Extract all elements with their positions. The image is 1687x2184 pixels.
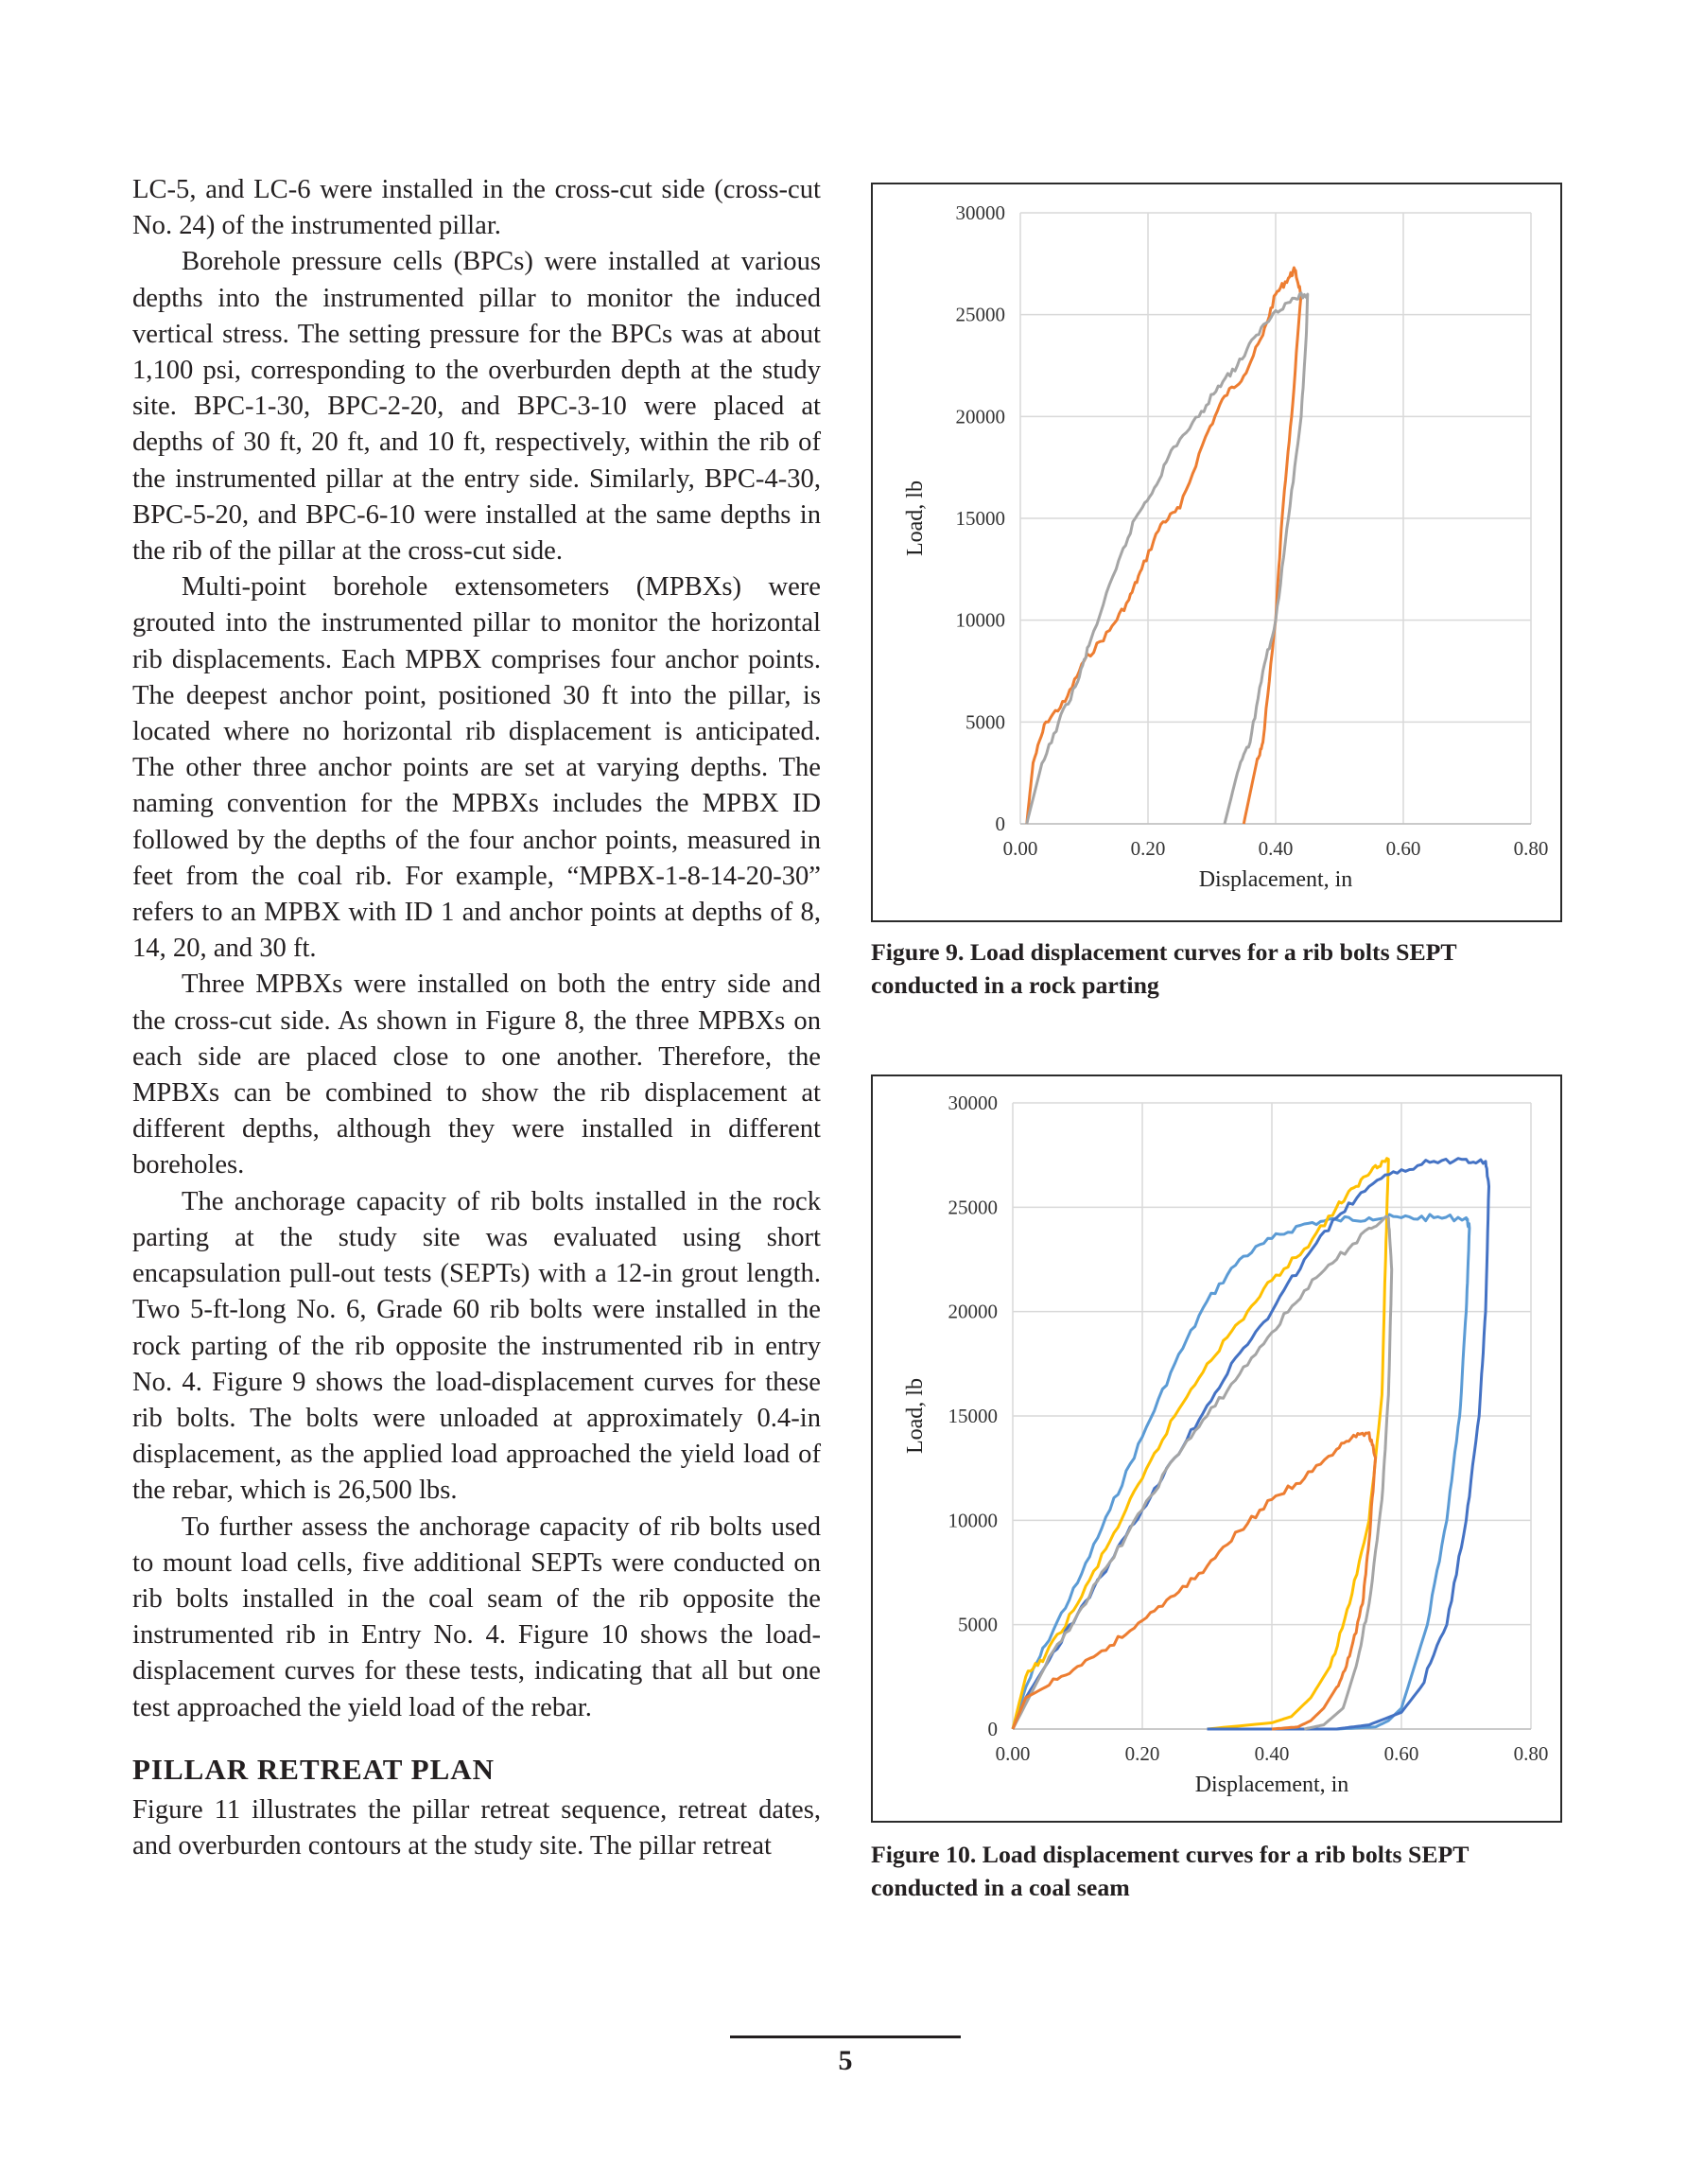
paragraph: Figure 11 illustrates the pillar retreat sequence, retreat dates, and overburden contours at the study site. The pillar retreat <box>132 1794 821 1861</box>
series-line <box>1027 293 1308 824</box>
figure-10-plot <box>873 1076 1560 1821</box>
body-text-column <box>132 172 821 1864</box>
y-axis-label: Load, lb <box>903 1378 928 1454</box>
y-tick-label: 5000 <box>958 1613 998 1636</box>
x-tick-label: 0.00 <box>995 1742 1031 1765</box>
series-line <box>1013 1159 1388 1729</box>
y-tick-label: 25000 <box>955 303 1005 326</box>
figure-9-caption: Figure 9. Load displacement curves for a rib bolts SEPT conducted in a rock parting <box>871 938 1457 999</box>
x-tick-label: 0.00 <box>1002 837 1038 860</box>
x-tick-label: 0.80 <box>1513 837 1549 860</box>
x-tick-label: 0.40 <box>1254 1742 1290 1765</box>
x-tick-label: 0.80 <box>1513 1742 1549 1765</box>
y-tick-label: 30000 <box>955 201 1005 224</box>
series-line <box>1013 1159 1489 1729</box>
paragraph: The anchorage capacity of rib bolts installed in the rock parting at the study site was evaluated using short encapsulation pull-out tests (SEPTs) with a 12-in grout length. Two 5-ft-long No. 6, Grade 60 rib bolts were installed in the rock parting of the rib opposite the instrumented rib in entry No. 4. Figure 9 shows the load-displacement curves for these rib bolts. The bolts were unloaded at approximately 0.4-in displacement, as the applied load approached the yield load of the rebar, which is 26,500 lbs. <box>132 1186 821 1506</box>
x-axis-label: Displacement, in <box>1194 1773 1349 1797</box>
y-tick-label: 0 <box>987 1718 998 1740</box>
x-axis-label: Displacement, in <box>1198 867 1353 892</box>
figure-9-plot <box>873 184 1560 920</box>
y-tick-label: 10000 <box>955 608 1005 632</box>
section-heading: PILLAR RETREAT PLAN <box>132 1752 496 1786</box>
figure-10-chart <box>871 1075 1562 1823</box>
y-tick-label: 25000 <box>948 1196 998 1219</box>
figure-9-chart <box>871 183 1562 922</box>
paragraph: To further assess the anchorage capacity of rib bolts used to mount load cells, five additional SEPTs were conducted on rib bolts installed in the coal seam of the rib opposite the instrumented rib in Entry No. 4. Figure 10 shows the load-displacement curves for these tests, indicating that all but one test approached the yield load of the rebar. <box>132 1511 821 1722</box>
series-line <box>1013 1433 1376 1729</box>
figure-10-caption: Figure 10. Load displacement curves for a rib bolts SEPT conducted in a coal seam <box>871 1841 1470 1901</box>
y-axis-label: Load, lb <box>903 480 928 556</box>
x-tick-label: 0.20 <box>1124 1742 1160 1765</box>
paragraph: Borehole pressure cells (BPCs) were installed at various depths into the instrumented pillar to monitor the induced vertical stress. The setting pressure for the BPCs was at about 1,100 psi, corresponding to the overburden depth at the study site. BPC-1-30, BPC-2-20, and BPC-3-10 were placed at depths of 30 ft, 20 ft, and 10 ft, respectively, within the rib of the instrumented pillar at the entry side. Similarly, BPC-4-30, BPC-5-20, and BPC-6-10 were installed at the same depths in the rib of the pillar at the cross-cut side. <box>132 247 821 567</box>
paragraph: Three MPBXs were installed on both the entry side and the cross-cut side. As shown in Figure 8, the three MPBXs on each side are placed close to one another. Therefore, the MPBXs can be combined to show the rib displacement at different depths, although they were installed in different boreholes. <box>132 970 821 1180</box>
y-tick-label: 10000 <box>948 1509 998 1532</box>
page-number: 5 <box>838 2045 853 2076</box>
x-tick-label: 0.60 <box>1385 837 1421 860</box>
y-tick-label: 15000 <box>955 507 1005 530</box>
y-tick-label: 0 <box>995 812 1005 835</box>
series-line <box>1027 268 1301 824</box>
paragraph: LC-5, and LC-6 were installed in the cross-cut side (cross-cut No. 24) of the instrumented pillar. <box>132 175 821 241</box>
x-tick-label: 0.20 <box>1130 837 1166 860</box>
y-tick-label: 15000 <box>948 1405 998 1427</box>
footer-rule <box>730 2035 961 2038</box>
y-tick-label: 20000 <box>948 1300 998 1323</box>
y-tick-label: 20000 <box>955 405 1005 428</box>
x-tick-label: 0.40 <box>1258 837 1294 860</box>
y-tick-label: 5000 <box>965 710 1005 734</box>
x-tick-label: 0.60 <box>1383 1742 1419 1765</box>
y-tick-label: 30000 <box>948 1092 998 1114</box>
paragraph: Multi-point borehole extensometers (MPBXs) were grouted into the instrumented pillar to monitor the horizontal rib displacements. Each MPBX comprises four anchor points. The deepest anchor point, positioned 30 ft into the pillar, is located where no horizontal rib displacement is anticipated. The other three anchor points are set at varying depths. The naming convention for the MPBXs includes the MPBX ID followed by the depths of the four anchor points, measured in feet from the coal rib. For example, “MPBX-1-8-14-20-30” refers to an MPBX with ID 1 and anchor points at depths of 8, 14, 20, and 30 ft. <box>132 572 821 964</box>
